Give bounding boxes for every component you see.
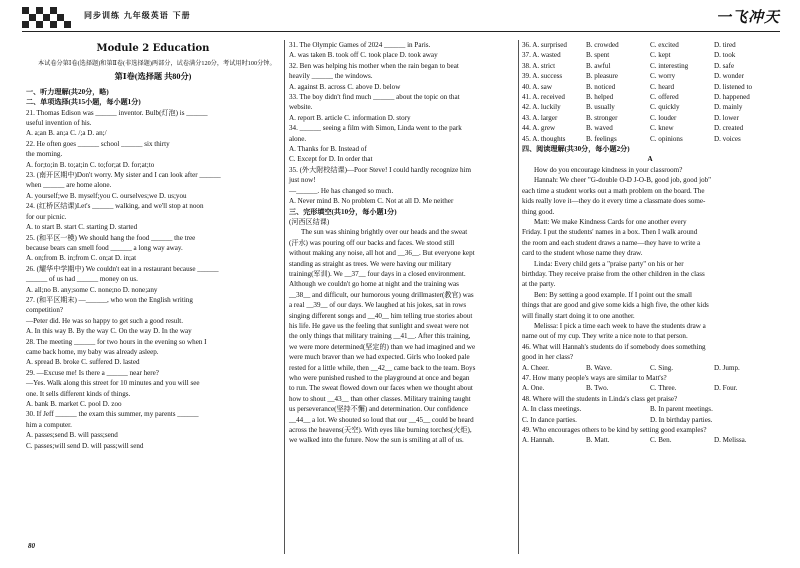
exam-note: 本试卷分第Ⅰ卷(选择题)和第Ⅱ卷(非选择题)两部分，试卷满分120分，考试用时100分钟。 (38, 60, 276, 68)
text-line: one. It sells different kinds of things. (26, 389, 131, 398)
question-text: 46. What will Hannah's students do if somebody does something (522, 342, 706, 351)
text-line: the morning. (26, 150, 63, 159)
text-line: ______ of us had ______ money on us. (26, 275, 138, 284)
passage-line: Although we couldn't go home at night and the training was (289, 280, 459, 289)
page-header (22, 7, 780, 35)
text-line: A. Never mind B. No problem C. Not at all D. Me neither (289, 197, 454, 206)
text-line: A. against B. across C. above D. below (289, 82, 401, 91)
passage-line: singing different songs and __40__ him telling true stories about (289, 311, 473, 320)
text-line: A. all;no B. any;some C. none;no D. none;any (26, 285, 158, 294)
option-choice: D. Four. (714, 384, 738, 393)
option-choice: B. noticed (586, 82, 616, 91)
header-rule (22, 31, 780, 32)
reading-questions (522, 342, 778, 446)
text-line: A. bank B. market C. pool D. zoo (26, 400, 122, 408)
column-divider (518, 40, 519, 554)
option-choice: 45. A. thoughts (522, 134, 566, 143)
logo-icon (22, 7, 80, 33)
option-choice: D. Jump. (714, 363, 740, 372)
passage-line: we were more determined(坚定的) than we had imagined and we (289, 342, 476, 351)
option-choice: B. awful (586, 61, 611, 70)
option-choice: C. quickly (650, 103, 680, 112)
module-title: Module 2 Education (96, 43, 210, 54)
option-choice: D. took (714, 51, 736, 60)
text-line: just now! (289, 176, 316, 185)
text-line: 21. Thomas Edison was ______ inventor. Bulb(灯泡) is ______ (26, 108, 208, 117)
text-line: 33. The boy didn't find much ______ about the topic on that (289, 93, 460, 102)
text-line: 28. The meeting ______ for two hours in the evening so when I (26, 337, 207, 346)
text-line: 26. (耀华中学期中) We couldn't eat in a restaurant because ______ (26, 264, 219, 273)
option-row (522, 92, 778, 102)
option-choice: D. mainly (714, 103, 743, 112)
passage-line: we walked into the future. Now the sun is smiling at all of us. (289, 436, 464, 445)
question-list (26, 87, 280, 451)
text-line: 29. —Excuse me! Is there a ______ near here? (26, 368, 159, 377)
passage-line: without making any noise, all hot and __36__. But everyone kept (289, 249, 475, 258)
option-row (522, 82, 778, 92)
column-right (522, 40, 778, 446)
text-line: 27. (和平区期末) —______, who won the English writing (26, 295, 193, 304)
reading-line: Friday. I put the students' names in a box. Then I walk around (522, 228, 698, 237)
option-choice: C. worry (650, 72, 676, 81)
column-left (26, 40, 280, 451)
option-choice: C. Three. (650, 384, 677, 393)
option-choice: A. One. (522, 384, 545, 393)
text-line: 22. He often goes ______ school ______ six thirty (26, 139, 170, 148)
option-choice: 44. A. grew (522, 124, 556, 133)
option-choice: C. excited (650, 41, 679, 49)
option-choice: B. Wave. (586, 363, 612, 372)
option-choice: 40. A. saw (522, 82, 552, 91)
option-row (522, 435, 778, 445)
reading-line: things that are good and give some kids a high five, the other kids (522, 301, 709, 310)
passage-line: how to shout __43__ than other classes. Military training taught (289, 394, 471, 403)
passage-label: A (647, 155, 653, 164)
text-line: him a computer. (26, 420, 72, 429)
option-choice: C. heard (650, 82, 675, 91)
cloze-passage (289, 227, 515, 446)
reading-line: Ben: By setting a good example. If I point out the small (534, 290, 693, 299)
reading-line: each time a student works out a math problem on the board. The (522, 186, 705, 195)
text-line: A. passes;send B. will pass;send (26, 431, 118, 440)
question-text: 48. Where will the students in Linda's class get praise? (522, 394, 678, 403)
text-line: 25. (和平区一模) We should hang the food ______ the tree (26, 233, 196, 242)
text-line: —Peter did. He was so happy to get such a good result. (26, 316, 184, 325)
option-row (522, 71, 778, 81)
passage-line: us perseverance(坚持不懈) and determination. Our confidence (289, 405, 468, 414)
text-line: —______. He has changed so much. (289, 186, 394, 195)
reading-line: Matt: We make Kindness Cards for one another every (534, 217, 687, 226)
text-line: A. on;from B. in;from C. on;at D. in;at (26, 254, 137, 263)
passage-line: training(军训). We __37__ four days in a closed environment. (289, 269, 466, 278)
reading-line: the room and each student draws a name—they have to write a (522, 238, 701, 247)
option-choice: B. usually (586, 103, 615, 112)
reading-line: birthday. They receive praise from the other children in the class (522, 269, 705, 278)
passage-line: (汗水) was pouring off our backs and faces. We stood still (289, 238, 455, 247)
option-row (522, 40, 778, 50)
question-text: 47. How many people's ways are similar to Matt's? (522, 374, 667, 382)
text-line: 24. (红桥区结课)Let's ______ walking, and we'll stop at noon (26, 202, 204, 211)
text-line: C. Except for D. In order that (289, 155, 373, 164)
option-row (522, 134, 778, 144)
option-row (522, 113, 778, 123)
option-choice: B. waved (586, 124, 613, 133)
brand-logo-text: 一飞冲天 (715, 8, 780, 26)
option-row (522, 383, 778, 393)
reading-line: Hannah: We cheer "G-double O-D J-O-B, good job, good job" (534, 176, 712, 185)
header-course-text: 同步训练 九年级英语 下册 (84, 11, 191, 20)
option-choice: A. In class meetings. (522, 405, 582, 414)
part1-heading: 第Ⅰ卷(选择题 共80分) (114, 72, 192, 82)
text-line: 二、单项选择(共15小题，每小题1分) (26, 98, 141, 107)
page-number: 80 (28, 542, 35, 550)
reading-line: How do you encourage kindness in your classroom? (534, 165, 683, 174)
text-line: 31. The Olympic Games of 2024 ______ in Paris. (289, 41, 431, 49)
option-row (522, 102, 778, 112)
text-line: useful invention of his. (26, 119, 92, 128)
column-middle (289, 40, 515, 446)
text-line: website. (289, 103, 313, 112)
option-choice: D. Melissa. (714, 436, 747, 445)
passage-line: his life. He gave us the feeling that sunlight and sweat were not (289, 321, 469, 330)
question-list (289, 40, 515, 227)
passage-line: standing as straight as trees. We were having our military (289, 259, 452, 268)
option-choice: 41. A. received (522, 93, 565, 102)
option-row (522, 363, 778, 373)
option-choice: B. In parent meetings. (650, 405, 713, 414)
text-line: 三、完形填空(共10分，每小题1分) (289, 207, 397, 216)
text-line: came back home, my baby was already asleep. (26, 347, 159, 356)
option-choice: B. helped (586, 93, 614, 102)
option-choice: C. kept (650, 51, 671, 60)
option-choice: D. voices (714, 134, 741, 143)
option-choice: 38. A. strict (522, 61, 556, 70)
text-line: —Yes. Walk along this street for 10 minutes and you will see (26, 379, 200, 388)
text-line: when ______ are home alone. (26, 181, 112, 190)
reading-line: kids really love it—they do it every time a classmate does some- (522, 197, 706, 206)
passage-line: to run. The sweat flowed down our faces when we thought about (289, 384, 473, 393)
option-row (522, 61, 778, 71)
reading-line: Melissa: I pick a time each week to have the students draw a (534, 321, 706, 330)
question-text: 49. Who encourages others to be kind by setting good examples? (522, 426, 707, 435)
option-choice: B. Matt. (586, 436, 610, 445)
option-choice: B. stronger (586, 113, 618, 122)
passage-line: who were punished rushed to the playground at once and began (289, 374, 470, 382)
option-choice: D. wonder (714, 72, 744, 81)
option-choice: C. knew (650, 124, 674, 133)
column-divider (284, 40, 285, 554)
text-line: A. a;an B. an;a C. /;a D. an;/ (26, 129, 107, 138)
option-choice: B. spent (586, 51, 610, 60)
passage-line: The sun was shining brightly over our heads and the sweat (301, 228, 468, 237)
option-choice: D. listened to (714, 82, 753, 91)
reading-line: will finally start doing it to one another. (522, 311, 635, 320)
text-line: A. In this way B. By the way C. On the way D. In the way (26, 327, 192, 336)
option-choice: D. In birthday parties. (650, 415, 713, 424)
option-choice: C. In dance parties. (522, 415, 577, 424)
option-choice: C. Ben. (650, 436, 672, 445)
option-choice: B. Two. (586, 384, 609, 393)
section4-heading: 四、阅读理解(共30分，每小题2分) (522, 145, 630, 154)
option-choice: A. Cheer. (522, 363, 549, 372)
text-line: A. for;to;in B. to;at;in C. to;for;at D. for;at;to (26, 160, 155, 169)
question-text: good in her class? (522, 353, 574, 362)
text-line: heavily ______ the windows. (289, 72, 373, 81)
text-line: because bears can smell food ______ a long way away. (26, 243, 183, 252)
passage-line: a real __39__ of our days. We laughed at his jokes, sat in rows (289, 301, 467, 310)
option-choice: 42. A. luckily (522, 103, 561, 112)
option-row (522, 50, 778, 60)
option-choice: 39. A. success (522, 72, 563, 81)
option-choice: D. tired (714, 41, 736, 49)
option-choice: C. offered (650, 93, 679, 102)
option-choice: 36. A. surprised (522, 41, 567, 49)
passage-line: the only things that military training __41__. After this training, (289, 332, 471, 341)
option-choice: C. interesting (650, 61, 689, 70)
text-line: 34. ______ seeing a film with Simon, Linda went to the park (289, 124, 462, 133)
option-choice: B. crowded (586, 41, 619, 49)
passage-line: were much braver than we had expected. Girls who looked pale (289, 353, 470, 362)
option-choice: A. Hannah. (522, 436, 555, 445)
option-choice: B. feelings (586, 134, 617, 143)
text-line: 一、听力理解(共20分，略) (26, 87, 109, 96)
reading-line: name out of my cup. They write a nice note to that person. (522, 332, 688, 341)
option-choice: D. happened (714, 93, 750, 102)
text-line: alone. (289, 134, 307, 143)
passage-line: across the heavens(天空). With eyes like burning torches(火炬), (289, 426, 472, 435)
text-line: 30. If Jeff ______ the exam this summer, my parents ______ (26, 410, 199, 419)
option-choice: D. safe (714, 61, 735, 70)
option-choice: B. pleasure (586, 72, 618, 81)
text-line: A. report B. article C. information D. story (289, 113, 411, 122)
option-choice: 43. A. larger (522, 113, 558, 122)
option-choice: 37. A. wasted (522, 51, 561, 60)
passage-line: rested for a little while, then __42__ came back to the team. Boys (289, 363, 476, 372)
reading-line: Linda: Every child gets a "praise party" on his or her (534, 259, 684, 268)
text-line: A. to start B. start C. starting D. started (26, 223, 138, 232)
text-line: (河西区结课) (289, 217, 330, 226)
text-line: 32. Ben was helping his mother when the rain began to beat (289, 61, 459, 70)
passage-line: __44__ a lot. We shouted so loud that our __45__ could be heard (289, 415, 474, 424)
option-choice: C. opinions (650, 134, 683, 143)
reading-line: at the party. (522, 280, 556, 289)
reading-passage (522, 165, 778, 342)
passage-line: __38__ and difficult, our humorous young drillmaster(教官) was (289, 290, 474, 299)
text-line: for our picnic. (26, 212, 67, 221)
text-line: A. spread B. broke C. suffered D. lasted (26, 358, 140, 367)
option-choice: C. Sing. (650, 363, 674, 372)
text-line: competition? (26, 306, 64, 315)
text-line: A. Thanks for B. Instead of (289, 145, 367, 154)
text-line: C. passes;will send D. will pass;will send (26, 441, 144, 450)
reading-line: thing good. (522, 207, 555, 216)
text-line: A. was taken B. took off C. took place D. took away (289, 51, 438, 60)
option-choice: D. created (714, 124, 744, 133)
option-row (522, 415, 778, 425)
text-line: A. yourself;we B. myself;you C. ourselves;we D. us;you (26, 191, 187, 200)
reading-line: card to the student whose name they draw. (522, 249, 643, 258)
option-row (522, 404, 778, 414)
cloze-options (522, 40, 778, 144)
option-choice: D. lower (714, 113, 739, 122)
option-choice: C. louder (650, 113, 677, 122)
text-line: 23. (南开区期中)Don't worry. My sister and I can look after ______ (26, 171, 221, 180)
text-line: 35. (外大附校结课)—Poor Steve! I could hardly recognize him (289, 165, 472, 174)
option-row (522, 123, 778, 133)
